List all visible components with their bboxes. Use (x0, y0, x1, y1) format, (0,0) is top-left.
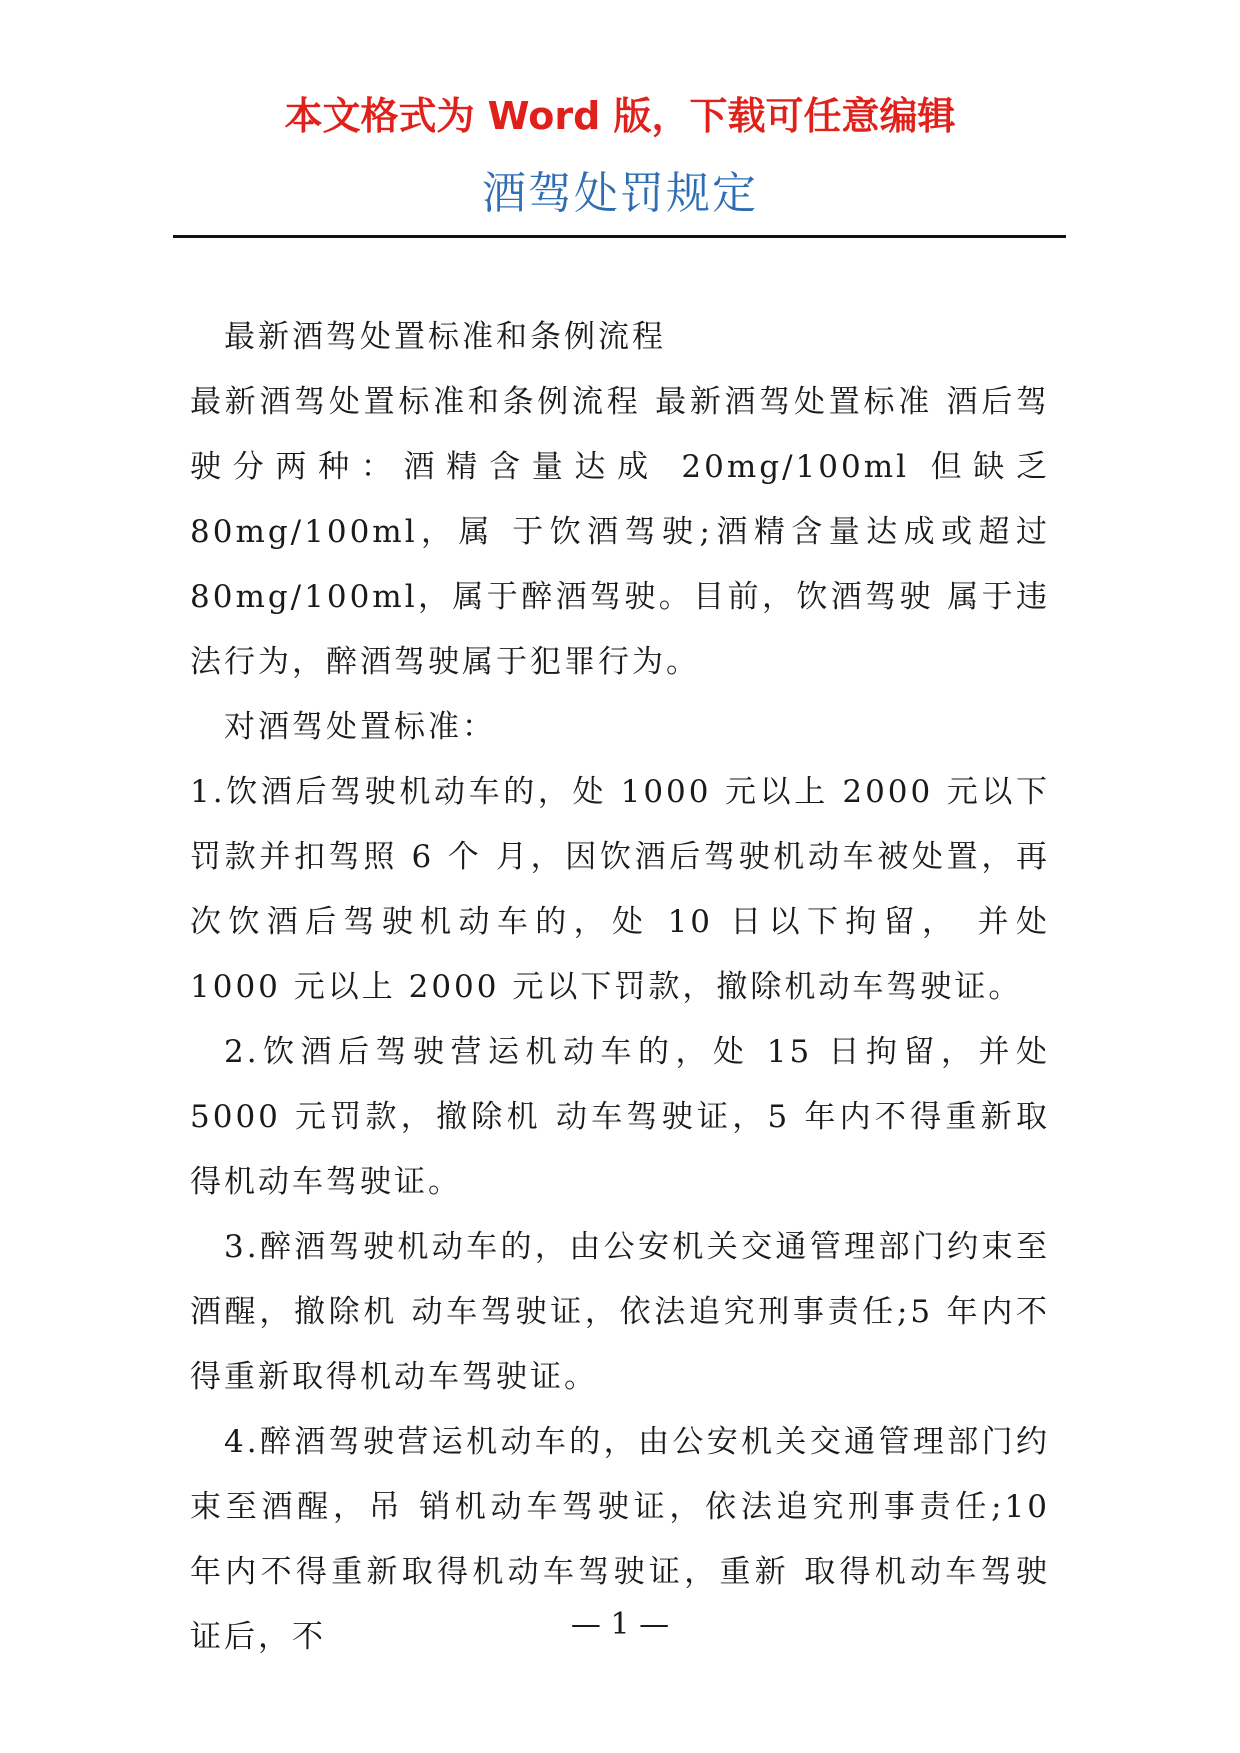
paragraph-standard-heading: 对酒驾处置标准： (224, 709, 496, 745)
document-body (190, 305, 1050, 1670)
word-format-banner: 本文格式为 Word 版，下载可任意编辑 (284, 94, 956, 138)
paragraph-rule-3: 3.醉酒驾驶机动车的，由公安机关交通管理部门约束至酒醒，撤除机 动车驾驶证，依法追究刑事责任;5 年内不得重新取得机动车驾驶证。 (190, 1229, 1050, 1395)
paragraph-rule-1: 1.饮酒后驾驶机动车的，处 1000 元以上 2000 元以下罚款并扣驾照 6 个 月，因饮酒后驾驶机动车被处置，再次饮酒后驾驶机动车的，处 10 日以下拘留， 并处 1000 元以上 2000 元以下罚款，撤除机动车驾驶证。 (190, 774, 1050, 1005)
paragraph-rule-4: 4.醉酒驾驶营运机动车的，由公安机关交通管理部门约束至酒醒，吊 销机动车驾驶证，依法追究刑事责任;10 年内不得重新取得机动车驾驶证，重新 取得机动车驾驶证后，不 (190, 1424, 1050, 1655)
page-number: — 1 — (570, 1607, 670, 1642)
paragraph-subtitle: 最新酒驾处置标准和条例流程 (224, 319, 666, 355)
document-title: 酒驾处罚规定 (482, 168, 758, 219)
paragraph-intro: 最新酒驾处置标准和条例流程 最新酒驾处置标准 酒后驾驶分两种：酒精含量达成 20mg/100ml 但缺乏 80mg/100ml，属 于饮酒驾驶;酒精含量达成或超过 80mg/100ml，属于醉酒驾驶。目前，饮酒驾驶 属于违法行为，醉酒驾驶属于犯罪行为。 (190, 384, 1050, 680)
paragraph-rule-2: 2.饮酒后驾驶营运机动车的，处 15 日拘留，并处 5000 元罚款，撤除机 动车驾驶证，5 年内不得重新取得机动车驾驶证。 (190, 1034, 1050, 1200)
title-underline-divider (173, 235, 1066, 238)
